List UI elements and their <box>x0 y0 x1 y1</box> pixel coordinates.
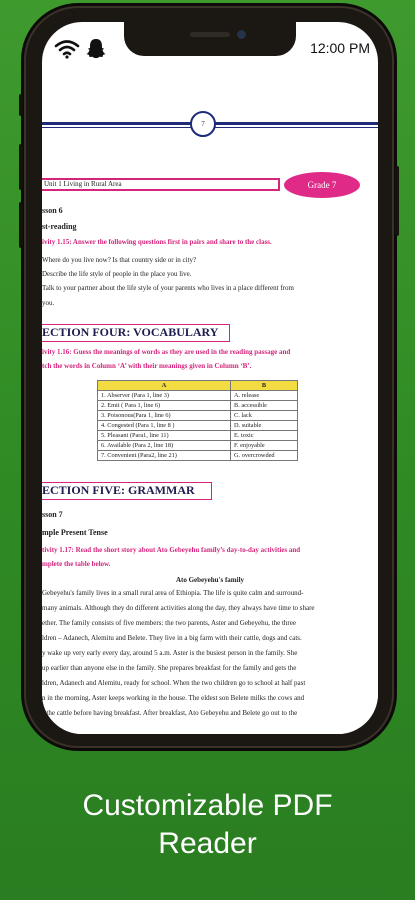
story-line: ether. The family consists of five members: the two parents, Aster and Gebeyehu, the three <box>42 619 296 627</box>
story-line: ldren, Adanech and Alemitu, ready for school. When the two children go to school at half past <box>42 679 306 687</box>
table-row <box>98 391 298 401</box>
volume-up-button <box>19 144 23 190</box>
pre-reading-heading: st-reading <box>42 222 77 231</box>
story-line: Gebeyehu's family lives in a small rural area of Ethiopia. The life is quite calm and surround- <box>42 589 304 597</box>
word-cell: 1. Abserver (Para 1, line 3) <box>98 391 231 401</box>
volume-down-button <box>19 202 23 248</box>
story-title: Ato Gebeyehu's family <box>175 576 245 584</box>
story-line: n in the morning, Aster keeps working in the house. The eldest son Belete milks the cows and <box>42 694 305 702</box>
word-cell: 6. Available (Para 2, line 18) <box>98 441 231 451</box>
table-row <box>98 421 298 431</box>
simple-present-heading: mple Present Tense <box>42 528 108 537</box>
story-line: ldren – Adanech, Alemitu and Belete. They live in a big farm with their cattle, dogs and cats. <box>42 634 302 642</box>
meaning-cell: B. accessible <box>231 401 298 411</box>
unit-title: Unit 1 Living in Rural Area <box>42 178 280 191</box>
column-a-header: A <box>98 381 231 391</box>
question-3-continued: you. <box>42 299 55 307</box>
status-time: 12:00 PM <box>310 40 370 56</box>
pdf-page[interactable] <box>42 62 378 734</box>
word-cell: 2. Emit ( Para 1, line 6) <box>98 401 231 411</box>
meaning-cell: A. release <box>231 391 298 401</box>
activity-1-17-line2: mplete the table below. <box>42 560 111 568</box>
word-cell: 4. Congested (Para 1, line 8 ) <box>98 421 231 431</box>
power-button <box>395 166 399 236</box>
activity-1-16-line2: tch the words in Column ‘A’ with their meanings given in Column ‘B’. <box>42 362 252 370</box>
story-line: s the cattle before having breakfast. After breakfast, Ato Gebeyehu and Belete go out to the <box>42 709 298 717</box>
question-2: Describe the life style of people in the place you live. <box>42 270 192 278</box>
table-row <box>98 411 298 421</box>
section-four-heading: ECTION FOUR: VOCABULARY <box>42 324 230 342</box>
snapchat-ghost-icon <box>86 38 106 65</box>
status-icons <box>54 38 106 65</box>
wifi-icon <box>54 39 80 64</box>
story-line: many animals. Although they do different activities along the day, they always have time to share <box>42 604 315 612</box>
meaning-cell: G. overcrowded <box>231 451 298 461</box>
question-3: Talk to your partner about the life style of your parents who lives in a place different from <box>42 284 294 292</box>
lesson-6-heading: sson 6 <box>42 206 63 215</box>
word-cell: 7. Convenient (Para2, line 21) <box>98 451 231 461</box>
page-number: 7 <box>190 111 216 137</box>
meaning-cell: F. enjoyable <box>231 441 298 451</box>
story-line: up earlier than anyone else in the family. She prepares breakfast for the family and gets the <box>42 664 297 672</box>
question-1: Where do you live now? Is that country side or in city? <box>42 256 197 264</box>
lesson-7-heading: sson 7 <box>42 510 63 519</box>
word-cell: 3. Poisonous(Para 1, line 6) <box>98 411 231 421</box>
promo-caption <box>0 787 415 863</box>
table-row <box>98 401 298 411</box>
table-row <box>98 451 298 461</box>
phone-screen <box>42 22 378 734</box>
meaning-cell: C. lack <box>231 411 298 421</box>
notch <box>124 22 296 56</box>
activity-1-16-line1: ivity 1.16: Guess the meanings of words as they are used in the reading passage and <box>42 348 291 356</box>
vocabulary-table <box>97 380 298 461</box>
word-cell: 5. Pleasant (Para1, line 11) <box>98 431 231 441</box>
grade-badge: Grade 7 <box>284 172 360 198</box>
speaker-grille <box>190 32 230 37</box>
meaning-cell: D. suitable <box>231 421 298 431</box>
activity-1-15: ivity 1.15: Answer the following questions first in pairs and share to the class. <box>42 238 272 246</box>
caption-line-1: Customizable PDF <box>82 789 333 822</box>
table-row <box>98 441 298 451</box>
front-camera <box>237 30 246 39</box>
caption-line-2: Reader <box>158 827 257 860</box>
section-five-heading: ECTION FIVE: GRAMMAR <box>42 482 212 500</box>
silent-switch <box>19 94 23 116</box>
column-b-header: B <box>231 381 298 391</box>
phone-frame <box>24 6 394 748</box>
activity-1-17-line1: tivity 1.17: Read the short story about Ato Gebeyehu family’s day-to-day activities and <box>42 546 301 554</box>
meaning-cell: E. toxic <box>231 431 298 441</box>
story-line: y wake up very early every day, around 5 a.m. Aster is the busiest person in the family. She <box>42 649 298 657</box>
table-row <box>98 431 298 441</box>
